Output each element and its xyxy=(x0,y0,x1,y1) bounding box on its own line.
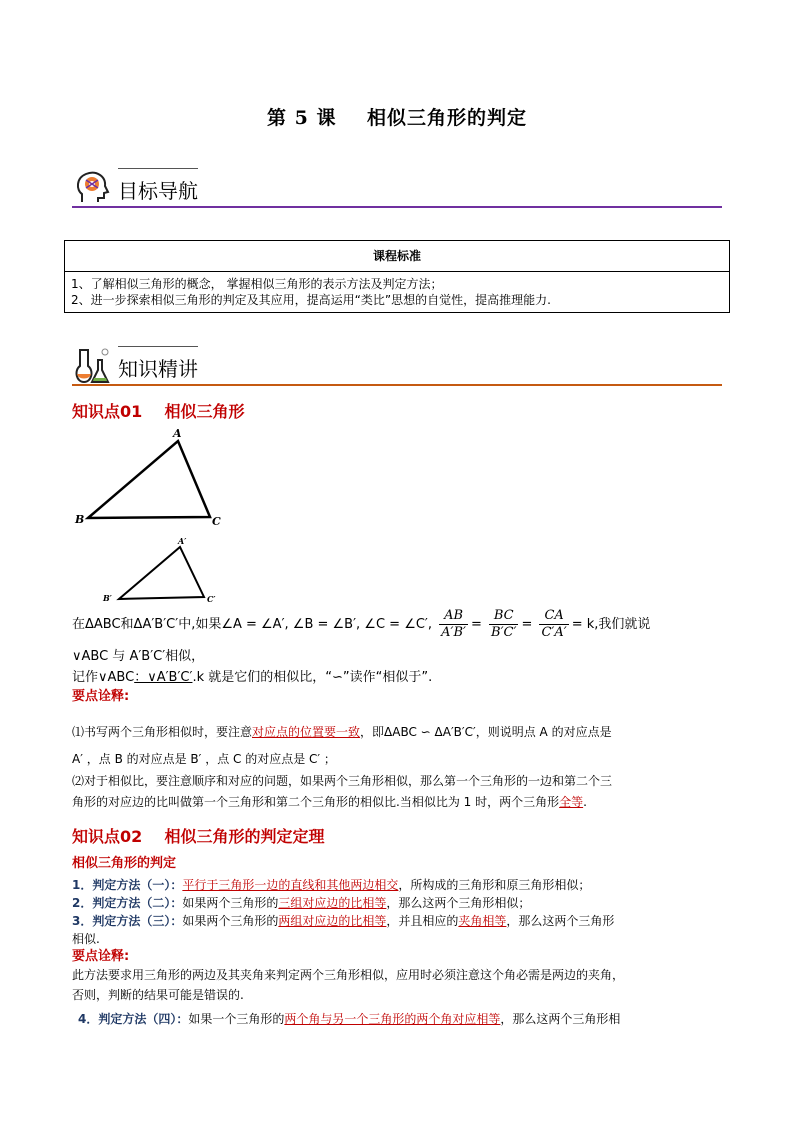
vertex-label-b: B xyxy=(75,513,85,526)
method-4: 4．判定方法（四）：如果一个三角形的两个角与另一个三角形的两个角对应相等，那么这两个三角形相 xyxy=(78,1012,621,1026)
method-3: 3．判定方法（三）：如果两个三角形的两组对应边的比相等，并且相应的夹角相等，那么这两个三角形 xyxy=(72,914,615,928)
vertex-label-a: A xyxy=(173,427,182,440)
triangle-abc-diagram xyxy=(70,425,230,533)
definition-line-2: ∨ABC 与 A′B′C′相似， xyxy=(72,649,205,664)
ratio-bc: $\frac{BC}{B'C'}$ xyxy=(491,608,517,640)
course-standards-table xyxy=(64,240,730,313)
similarity-definition: 在ΔABC和ΔA′B′C′中,如果∠A = ∠A′, ∠B = ∠B′, ∠C = ∠C′, $\frac{AB}{A'B'}$ = $\frac{BC}{B'C'}$ = $\frac{CA}{C'A'}$ = k,我们就说 xyxy=(72,608,651,640)
method-1: 1．判定方法（一）：平行于三角形一边的直线和其他两边相交，所构成的三角形和原三角形相似； xyxy=(72,878,591,892)
knowledge-point-02-title: 知识点02 相似三角形的判定定理 xyxy=(72,827,325,846)
definition-text: = k,我们就说 xyxy=(571,617,651,632)
vertex-label-a-prime: A′ xyxy=(178,536,187,546)
note-3-line-2: 否则，判断的结果可能是错误的. xyxy=(72,988,244,1002)
definition-line-3: 记作∨ABC：∨A′B′C′.k 就是它们的相似比，“∽”读作“相似于”. xyxy=(72,670,433,685)
note-2-line-2: 角形的对应边的比叫做第一个三角形和第二个三角形的相似比.当相似比为 1 时，两个三角形全等. xyxy=(72,795,587,809)
note-2: ⑵对于相似比，要注意顺序和对应的问题，如果两个三角形相似，那么第一个三角形的一边和第二个三 xyxy=(72,774,613,788)
triangle-a-prime-diagram xyxy=(100,533,230,608)
brain-gear-icon xyxy=(72,168,112,208)
section-header-goals xyxy=(72,168,722,208)
triangle-abc xyxy=(88,441,210,518)
section-title: 知识精讲 xyxy=(118,357,198,381)
standard-item: 2、进一步探索相似三角形的判定及其应用，提高运用“类比”思想的自觉性，提高推理能力. xyxy=(71,293,551,307)
section-title: 目标导航 xyxy=(118,179,198,203)
note-1-line-2: A′ ，点 B 的对应点是 B′ ，点 C 的对应点是 C′ ； xyxy=(72,752,336,766)
ratio-ca: $\frac{CA}{C'A'}$ xyxy=(541,608,567,640)
ratio-ab: $\frac{AB}{A'B'}$ xyxy=(441,608,467,640)
standard-item: 1、了解相似三角形的概念， 掌握相似三角形的表示方法及判定方法； xyxy=(71,277,443,291)
vertex-label-b-prime: B′ xyxy=(103,593,112,603)
method-2: 2．判定方法（二）：如果两个三角形的三组对应边的比相等，那么这两个三角形相似； xyxy=(72,896,531,910)
note-1: ⑴书写两个三角形相似时，要注意对应点的位置要一致，即ΔABC ∽ ΔA′B′C′，则说明点 A 的对应点是 xyxy=(72,725,612,739)
method-3-line-2: 相似. xyxy=(72,932,100,946)
page-title: 第 5 课 相似三角形的判定 xyxy=(267,107,527,129)
table-header: 课程标准 xyxy=(65,241,730,272)
table-row xyxy=(65,272,730,313)
notes-title: 要点诠释: xyxy=(72,689,130,704)
knowledge-point-01-title: 知识点01 相似三角形 xyxy=(72,402,245,421)
definition-text: 在ΔABC和ΔA′B′C′中,如果∠A = ∠A′, ∠B = ∠B′, ∠C = ∠C′, xyxy=(72,617,433,632)
note-3: 此方法要求用三角形的两边及其夹角来判定两个三角形相似，应用时必须注意这个角必需是两边的夹角， xyxy=(72,968,625,982)
methods-subtitle: 相似三角形的判定 xyxy=(72,856,177,871)
notes-title-2: 要点诠释: xyxy=(72,949,130,964)
triangle-a-prime xyxy=(119,547,204,599)
lab-flask-icon xyxy=(72,346,112,386)
section-header-knowledge xyxy=(72,346,722,386)
vertex-label-c: C xyxy=(212,515,221,528)
vertex-label-c-prime: C′ xyxy=(207,594,216,604)
